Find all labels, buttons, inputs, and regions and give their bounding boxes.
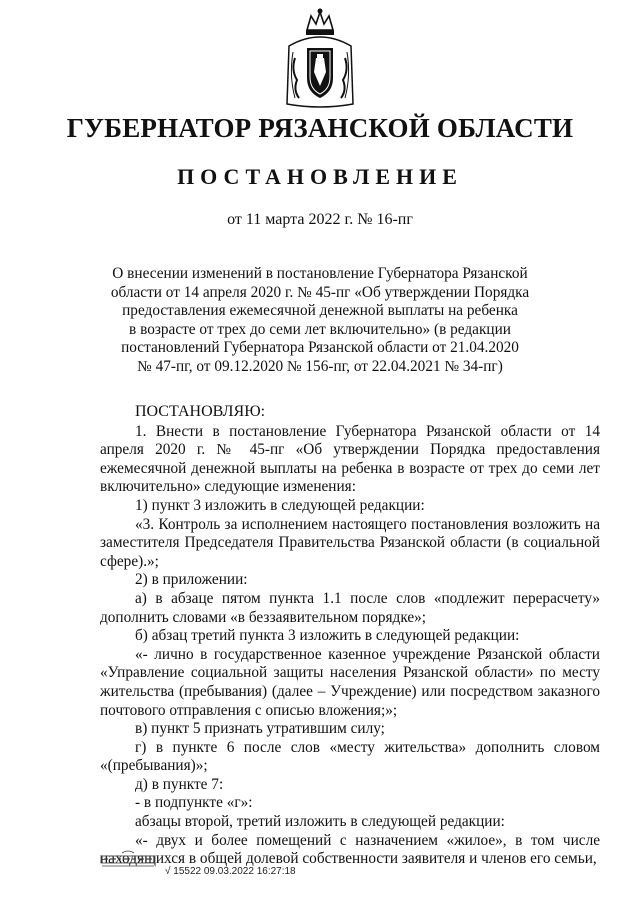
body-paragraph: 2) в приложении: <box>135 571 248 589</box>
subject-line: № 47-пг, от 09.12.2020 № 156-пг, от 22.04.2021 № 34-пг) <box>137 357 503 375</box>
body-paragraph: - в подпункте «г»: <box>135 794 253 812</box>
body-paragraph: абзацы второй, третий изложить в следующей редакции: <box>135 813 505 831</box>
body-paragraph: б) абзац третий пункта 3 изложить в следующей редакции: <box>135 627 520 645</box>
coat-of-arms-emblem <box>281 6 359 110</box>
subject-line: области от 14 апреля 2020 г. № 45-пг «Об утверждении Порядка <box>110 283 530 301</box>
document-body <box>100 403 600 869</box>
document-date-number: от 11 марта 2022 г. № 16-пг <box>227 211 413 228</box>
body-paragraph: «- двух и более помещений с назначением «жилое», в том числе находящихся в общей долевой собственности заявителя и членов его семьи, <box>100 831 600 868</box>
body-paragraph: 1) пункт 3 изложить в следующей редакции: <box>135 496 425 514</box>
document-title: ГУБЕРНАТОР РЯЗАНСКОЙ ОБЛАСТИ <box>66 113 574 143</box>
body-paragraph: а) в абзаце пятом пункта 1.1 после слов «подлежит перерасчету» дополнить словами «в беззаявительном порядке»; <box>100 589 600 626</box>
registration-line <box>165 866 296 877</box>
document-type: ПОСТАНОВЛЕНИЕ <box>177 164 463 189</box>
subject-line: постановлений Губернатора Рязанской области от 21.04.2020 <box>121 339 519 356</box>
body-paragraph: г) в пункте 6 после слов «месту жительства» дополнить словом «(пребывания)»; <box>100 738 600 775</box>
body-paragraph: в) пункт 5 признать утратившим силу; <box>135 720 385 738</box>
body-paragraph: «3. Контроль за исполнением настоящего постановления возложить на заместителя Председателя Правительства Рязанской области (в социальной сфере).»; <box>100 515 600 570</box>
subject-line: предоставления ежемесячной денежной выплаты на ребенка <box>122 302 518 319</box>
subject-line: в возрасте от трех до семи лет включительно» (в редакции <box>129 320 511 338</box>
body-paragraph: 1. Внести в постановление Губернатора Рязанской области от 14 апреля 2020 г. № 45-пг «Об утверждении Порядка предоставления ежемесячной денежной выплаты на ребенка в возрасте от трех до семи лет включительно» следующие изменения: <box>100 422 600 496</box>
registration-info: 15522 09.03.2022 16:27:18 <box>173 866 296 877</box>
resolution-heading: ПОСТАНОВЛЯЮ: <box>135 403 266 420</box>
subject-line: О внесении изменений в постановление Губернатора Рязанской <box>112 265 528 282</box>
body-paragraph: д) в пункте 7: <box>135 775 224 793</box>
document-subject <box>100 265 540 376</box>
body-paragraph: «- лично в государственное казенное учреждение Рязанской области «Управление социальной защиты населения Рязанской области» по месту жительства (пребывания) (далее – Учреждение) или посредством заказного почтового отправления с описью вложения;»; <box>100 645 600 719</box>
signature-mark-icon: √ <box>165 866 171 877</box>
registration-stamp <box>100 848 156 870</box>
